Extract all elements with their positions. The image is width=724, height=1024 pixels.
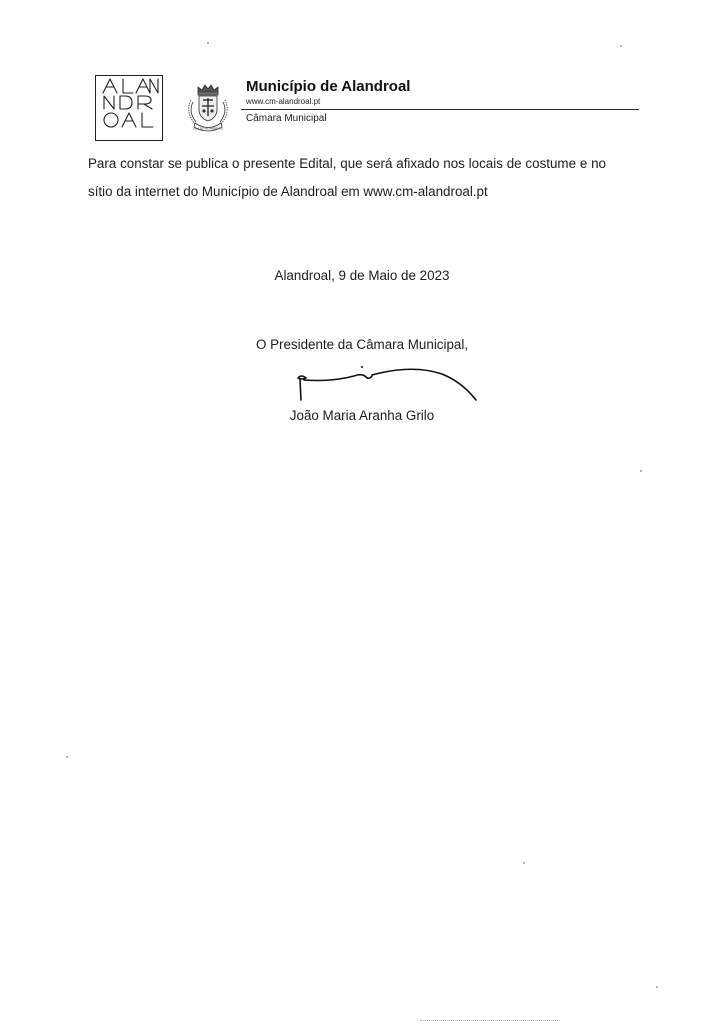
- scan-edge-mark: [420, 1020, 560, 1021]
- scan-speck: [207, 42, 209, 44]
- handwritten-signature: [292, 360, 484, 406]
- website-link[interactable]: www.cm-alandroal.pt: [246, 97, 321, 106]
- signatory-name: João Maria Aranha Grilo: [289, 408, 435, 423]
- scan-speck: [656, 986, 658, 988]
- place-and-date: Alandroal, 9 de Maio de 2023: [274, 268, 450, 283]
- scan-speck: [640, 470, 642, 472]
- organization-unit: Câmara Municipal: [246, 113, 327, 124]
- alandroal-logo-lettering: [96, 76, 162, 140]
- signatory-title: O Presidente da Câmara Municipal,: [255, 337, 469, 352]
- organization-name: Município de Alandroal: [246, 78, 411, 95]
- notice-paragraph: Para constar se publica o presente Edital, que será afixado nos locais de costume e no sítio da internet do Município de Alandroal em www.cm-alandroal.pt: [88, 156, 606, 199]
- header-divider: [241, 109, 639, 110]
- crest-ribbon-text: VILA DO ALANDROAL: [192, 126, 224, 131]
- coat-of-arms-icon: [181, 80, 235, 134]
- scan-speck: [620, 45, 622, 47]
- scan-speck: [523, 862, 525, 864]
- scan-speck: [66, 756, 68, 758]
- alandroal-logo: [95, 75, 163, 141]
